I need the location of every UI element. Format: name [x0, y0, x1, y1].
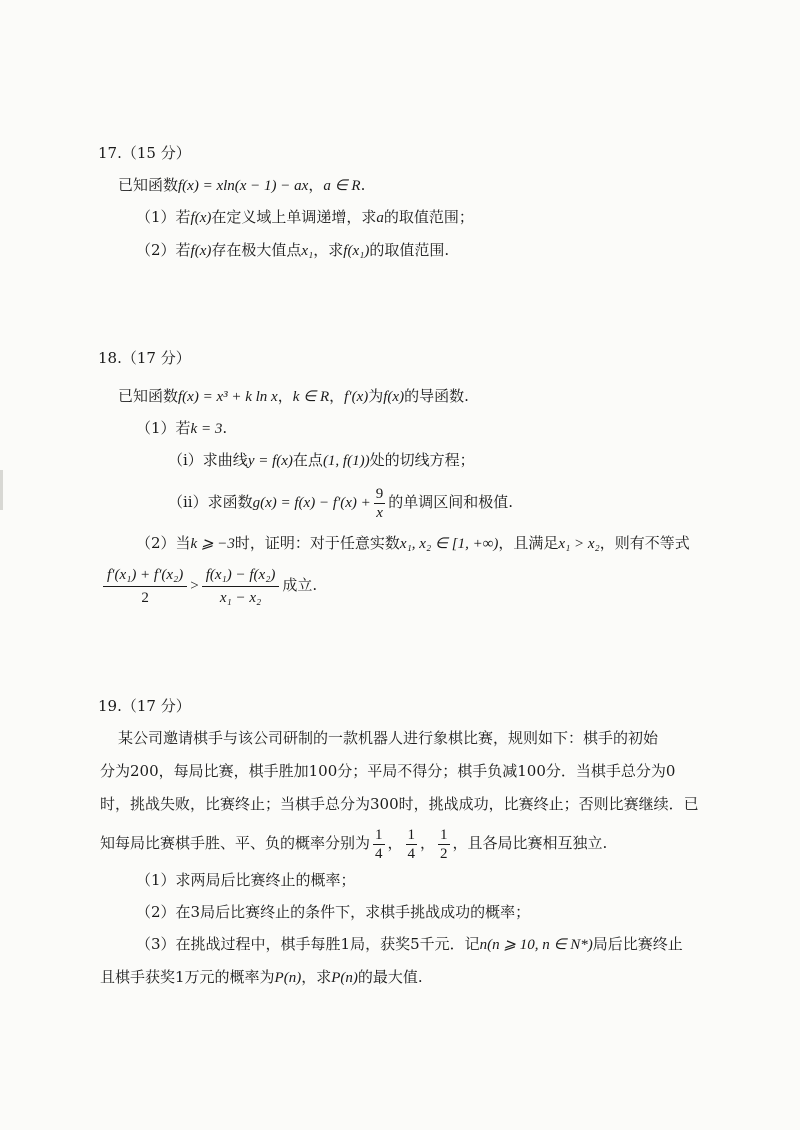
- q19-prob-win-num: 1: [375, 826, 383, 843]
- q18-p1ii-end: 的单调区间和极值.: [388, 493, 514, 511]
- q18-heading: 18.（17 分）: [98, 349, 191, 367]
- q17-part2: [136, 239, 449, 262]
- q18-stem-set: k ∈ R: [292, 389, 330, 405]
- q19-prob-loss-num: 1: [440, 826, 448, 843]
- q18-p2-text-b: ，且满足: [498, 534, 559, 552]
- q17-stem-set: a ∈ R: [323, 178, 361, 194]
- q18-p1i-point: (1, f(1)): [322, 453, 370, 469]
- q18-p1ii-formula: g(x) = f(x) − f′(x) +: [252, 495, 371, 511]
- q19-p3-l2-c: 的最大值.: [357, 968, 423, 986]
- q18-stem-prefix: 已知函数: [118, 387, 179, 405]
- q17-part1: [136, 206, 474, 229]
- q18-p1ii-frac-den: x: [376, 504, 383, 521]
- q18-p2-label: （2）当: [136, 534, 191, 552]
- q17-p1-text-b: 的取值范围；: [383, 208, 474, 226]
- q18-ineq-left-den: 2: [141, 589, 149, 606]
- q19-prob-loss-den: 2: [440, 845, 448, 862]
- q17-stem: 已知函数f(x) = xln(x − 1) − ax，a ∈ R.: [118, 176, 366, 194]
- q18-ineq-left: [103, 564, 187, 609]
- q19-prob-draw-den: 4: [407, 845, 416, 862]
- q18-p2-text-a: 时，证明：对于任意实数: [234, 534, 400, 552]
- q17-p1-fx: f(x): [190, 210, 212, 226]
- q17-p2-text-a: 存在极大值点: [211, 241, 302, 259]
- q19-p3-pn: P(n): [274, 970, 302, 986]
- q17-p2-text-b: ，求: [313, 241, 344, 259]
- q18-inequality: [100, 562, 317, 609]
- q19-part3-line2: [100, 966, 423, 989]
- q18-p1i-mid: 在点: [292, 451, 323, 469]
- q18-ineq-op: >: [190, 578, 199, 594]
- q17-p1-a: a: [376, 210, 384, 226]
- q19-heading: 19.（17 分）: [98, 697, 191, 715]
- q19-part3-line1: [136, 933, 683, 956]
- q18-p1ii-fraction: [374, 485, 386, 522]
- q19-p3-var: n(n ⩾ 10, n ∈ N*): [479, 937, 593, 953]
- q18-p2-order: x₁ > x₂: [558, 536, 600, 552]
- q18-ineq-right-den: x₁ − x₂: [219, 589, 262, 606]
- q18-part2: [136, 532, 690, 555]
- q19-p3-a: （3）在挑战过程中，棋手每胜1局，获奖5千元．记: [136, 935, 480, 953]
- q18-p1ii-frac-num: 9: [375, 485, 384, 502]
- q19-para-line4: [100, 820, 607, 866]
- q18-p1i-end: 处的切线方程；: [369, 451, 475, 469]
- q17-p1-text-a: 在定义域上单调递增，求: [211, 208, 377, 226]
- q19-p3-b: 局后比赛终止: [592, 935, 683, 953]
- q18-ineq-right: [202, 564, 280, 609]
- q18-p1-end: .: [222, 419, 228, 437]
- q19-p3-l2-b: ，求: [301, 968, 332, 986]
- q17-p2-fx1: f(x₁): [343, 243, 370, 259]
- q17-stem-prefix: 已知函数: [118, 176, 179, 194]
- q19-prob-draw: [406, 826, 418, 863]
- q19-p3-pn2: P(n): [331, 970, 358, 986]
- q18-part1-ii: [168, 482, 513, 523]
- q17-p2-label: （2）若: [136, 241, 191, 259]
- q18-ineq-right-num: f(x₁) − f(x₂): [202, 564, 280, 587]
- q17-stem-formula: f(x) = xln(x − 1) − ax: [178, 178, 309, 194]
- q18-p1i-label: （i）求曲线: [168, 451, 248, 469]
- q19-para-line3: 时，挑战失败，比赛终止；当棋手总分为300时，挑战成功，比赛终止；否则比赛继续．已: [100, 795, 699, 813]
- q18-part1: [136, 417, 227, 440]
- q18-p1i-curve: y = f(x): [247, 453, 293, 469]
- q18-stem-end: 的导函数.: [404, 387, 469, 405]
- q17-p2-text-c: 的取值范围.: [369, 241, 450, 259]
- q19-part1: （1）求两局后比赛终止的概率；: [136, 871, 356, 889]
- q17-p2-fx: f(x): [190, 243, 212, 259]
- q18-p2-cond: k ⩾ −3: [190, 536, 235, 552]
- q18-stem: 已知函数f(x) = x³ + k ln x，k ∈ R，f′(x)为f(x)的导函数.: [118, 387, 469, 405]
- q19-prob-loss: [438, 826, 450, 863]
- q18-ineq-left-num: f′(x₁) + f′(x₂): [103, 564, 187, 587]
- q19-para-line1: 某公司邀请棋手与该公司研制的一款机器人进行象棋比赛，规则如下：棋手的初始: [118, 729, 659, 747]
- q19-para-line4-a: 知每局比赛棋手胜、平、负的概率分别为: [100, 834, 371, 852]
- q18-stem-fx: f(x): [383, 389, 405, 405]
- q18-p2-vars: x₁, x₂ ∈ [1, +∞): [399, 536, 499, 552]
- q17-heading: 17.（15 分）: [98, 144, 191, 162]
- scan-edge-mark: [0, 470, 3, 510]
- q18-part1-i: [168, 449, 475, 472]
- q17-p1-label: （1）若: [136, 208, 191, 226]
- q18-p2-text-c: ，则有不等式: [599, 534, 690, 552]
- q19-prob-win-den: 4: [375, 845, 383, 862]
- q19-p3-l2-a: 且棋手获奖1万元的概率为: [100, 968, 275, 986]
- q19-prob-draw-num: 1: [407, 826, 416, 843]
- q18-p1-cond: k = 3: [190, 421, 223, 437]
- q18-p1-label: （1）若: [136, 419, 191, 437]
- q17-p2-x1: x₁: [301, 243, 314, 259]
- q19-part2: （2）在3局后比赛终止的条件下，求棋手挑战成功的概率；: [136, 903, 531, 921]
- q19-sep-2: ，: [420, 834, 436, 852]
- q19-sep-1: ，: [387, 834, 403, 852]
- q18-ineq-end: 成立.: [282, 576, 318, 594]
- q18-stem-deriv: f′(x): [344, 389, 369, 405]
- q19-para-line2: 分为200，每局比赛，棋手胜加100分；平局不得分；棋手负减100分．当棋手总分为0: [100, 762, 676, 780]
- q18-stem-formula: f(x) = x³ + k ln x: [178, 389, 278, 405]
- q18-p1ii-label: （ii）求函数: [168, 493, 253, 511]
- q19-para-line4-b: ，且各局比赛相互独立.: [452, 834, 608, 852]
- q19-prob-win: [373, 826, 385, 863]
- q18-stem-mid: 为: [368, 387, 384, 405]
